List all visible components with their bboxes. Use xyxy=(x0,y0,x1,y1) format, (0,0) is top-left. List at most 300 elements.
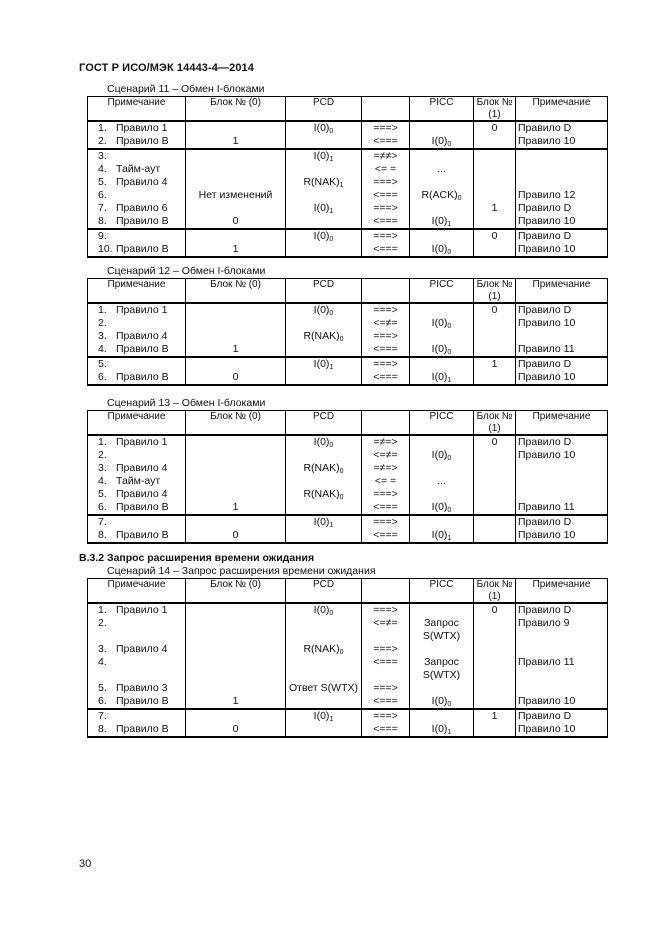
note-cell xyxy=(88,121,186,135)
note2-cell xyxy=(516,488,608,501)
column-header-picc: PICC xyxy=(410,97,474,122)
document-title: ГОСТ Р ИСО/МЭК 14443-4—2014 xyxy=(79,62,254,74)
column-header-block1: Блок № (1) xyxy=(474,279,516,304)
note2-cell: Правило 9 xyxy=(516,617,608,643)
column-header-picc: PICC xyxy=(410,279,474,304)
arrow-cell: <=== xyxy=(362,529,410,543)
block0-cell xyxy=(186,656,286,682)
subscript: 1 xyxy=(447,377,452,384)
table-row xyxy=(88,709,608,723)
block0-cell xyxy=(186,229,286,243)
pcd-cell xyxy=(286,617,362,643)
pcd-cell: $I(0)_0$ xyxy=(286,435,362,449)
block1-cell: 0 xyxy=(474,229,516,243)
note2-cell: Правило 10 xyxy=(516,135,608,149)
picc-cell xyxy=(410,149,474,163)
picc-cell xyxy=(410,709,474,723)
block1-cell xyxy=(474,643,516,656)
subscript: 0 xyxy=(447,507,452,514)
picc-cell xyxy=(410,488,474,501)
step-number: 3. xyxy=(98,330,107,342)
pcd-cell: Ответ S(WTX) xyxy=(286,682,362,695)
note-text: Правило B xyxy=(116,343,169,355)
arrow-cell: ===> xyxy=(362,176,410,189)
column-header-note2: Примечание xyxy=(516,97,608,122)
picc-cell: $I(0)_0$ xyxy=(410,343,474,357)
table-row xyxy=(88,723,608,737)
block1-cell xyxy=(474,176,516,189)
block1-cell xyxy=(474,475,516,488)
note-text: Правило 4 xyxy=(116,176,168,188)
step-number: 2. xyxy=(98,135,107,147)
note-text: Правило 1 xyxy=(116,122,168,134)
note2-cell xyxy=(516,176,608,189)
picc-cell: Запрос S(WTX) xyxy=(410,617,474,643)
step-number: 1. xyxy=(98,436,107,448)
column-header-block1: Блок № (1) xyxy=(474,411,516,436)
picc-cell xyxy=(410,330,474,343)
note-cell xyxy=(88,475,186,488)
table-row xyxy=(88,515,608,529)
subscript: 0 xyxy=(457,195,462,202)
note-cell xyxy=(88,682,186,695)
note-text: Тайм-аут xyxy=(116,475,161,487)
step-number: 8. xyxy=(98,723,107,735)
note2-cell: Правило D xyxy=(516,435,608,449)
pcd-cell: $R(NAK)_0$ xyxy=(286,643,362,656)
picc-cell: $I(0)_1$ xyxy=(410,371,474,385)
note2-cell: Правило 11 xyxy=(516,656,608,682)
column-header-note: Примечание xyxy=(88,97,186,122)
block1-cell xyxy=(474,163,516,176)
picc-cell: $I(0)_0$ xyxy=(410,243,474,257)
picc-cell: $I(0)_0$ xyxy=(410,449,474,462)
step-number: 3. xyxy=(98,150,107,162)
column-header-arrow xyxy=(362,411,410,436)
note2-cell: Правило 10 xyxy=(516,371,608,385)
note-cell xyxy=(88,163,186,176)
arrow-cell: =≠=> xyxy=(362,462,410,475)
table-row xyxy=(88,135,608,149)
block1-cell: 0 xyxy=(474,121,516,135)
step-number: 6. xyxy=(98,501,107,513)
note2-cell: Правило 10 xyxy=(516,243,608,257)
pcd-cell xyxy=(286,656,362,682)
note-text: Правило 4 xyxy=(116,462,168,474)
column-header-arrow xyxy=(362,97,410,122)
pcd-cell: $I(0)_0$ xyxy=(286,303,362,317)
note2-cell: Правило D xyxy=(516,515,608,529)
subscript: 0 xyxy=(329,128,334,135)
note-cell xyxy=(88,371,186,385)
block0-cell xyxy=(186,357,286,371)
note-cell xyxy=(88,435,186,449)
note-text: Правило 6 xyxy=(116,202,168,214)
block0-cell: 0 xyxy=(186,529,286,543)
pcd-cell: $R(NAK)_1$ xyxy=(286,176,362,189)
picc-cell xyxy=(410,682,474,695)
note-text: Правило 1 xyxy=(116,304,168,316)
note-cell xyxy=(88,215,186,229)
arrow-cell: <=≠= xyxy=(362,617,410,643)
note-cell xyxy=(88,357,186,371)
pcd-cell: $I(0)_1$ xyxy=(286,709,362,723)
pcd-cell: $I(0)_1$ xyxy=(286,149,362,163)
block0-cell xyxy=(186,709,286,723)
column-header-note: Примечание xyxy=(88,279,186,304)
note-text: Правило 4 xyxy=(116,330,168,342)
note-cell xyxy=(88,501,186,515)
note2-cell xyxy=(516,643,608,656)
step-number: 1. xyxy=(98,122,107,134)
arrow-cell: <=≠= xyxy=(362,449,410,462)
note-cell xyxy=(88,617,186,643)
note-cell xyxy=(88,529,186,543)
arrow-cell: =≠≠> xyxy=(362,149,410,163)
arrow-cell: <=== xyxy=(362,243,410,257)
arrow-cell: <=== xyxy=(362,189,410,202)
table-row xyxy=(88,371,608,385)
arrow-cell: ===> xyxy=(362,229,410,243)
note2-cell: Правило 11 xyxy=(516,343,608,357)
header-row xyxy=(88,411,608,436)
arrow-cell: =≠=> xyxy=(362,435,410,449)
subscript: 1 xyxy=(329,522,334,529)
table-row xyxy=(88,529,608,543)
column-header-block: Блок № (0) xyxy=(186,411,286,436)
note-cell xyxy=(88,656,186,682)
block1-cell xyxy=(474,695,516,709)
subscript: 1 xyxy=(329,716,334,723)
pcd-cell: $I(0)_0$ xyxy=(286,121,362,135)
note-cell xyxy=(88,343,186,357)
table-row xyxy=(88,656,608,682)
picc-cell xyxy=(410,121,474,135)
note2-cell: Правило 10 xyxy=(516,449,608,462)
arrow-cell: ===> xyxy=(362,643,410,656)
arrow-cell: <=== xyxy=(362,723,410,737)
subscript: 0 xyxy=(339,649,344,656)
step-number: 1. xyxy=(98,304,107,316)
note-text: Правило B xyxy=(116,215,169,227)
note2-cell: Правило 10 xyxy=(516,529,608,543)
table-row xyxy=(88,501,608,515)
picc-cell: $I(0)_1$ xyxy=(410,529,474,543)
note2-cell: Правило D xyxy=(516,202,608,215)
subscript: 1 xyxy=(339,182,344,189)
arrow-cell: ===> xyxy=(362,488,410,501)
arrow-cell: <= = xyxy=(362,475,410,488)
step-number: 7. xyxy=(98,202,107,214)
block0-cell xyxy=(186,488,286,501)
step-number: 6. xyxy=(98,371,107,383)
note-cell xyxy=(88,229,186,243)
note2-cell: Правило D xyxy=(516,229,608,243)
note2-cell: Правило 10 xyxy=(516,723,608,737)
column-header-picc: PICC xyxy=(410,411,474,436)
note-text: Правило 4 xyxy=(116,643,168,655)
note-text: Правило B xyxy=(116,501,169,513)
scenario-caption: Сценарий 12 – Обмен I-блоками xyxy=(107,265,266,277)
arrow-cell: <=== xyxy=(362,135,410,149)
scenario-13-table xyxy=(87,410,608,544)
note2-cell xyxy=(516,330,608,343)
arrow-cell: ===> xyxy=(362,202,410,215)
note-cell xyxy=(88,603,186,617)
column-header-block: Блок № (0) xyxy=(186,579,286,604)
column-header-pcd: PCD xyxy=(286,97,362,122)
note2-cell xyxy=(516,163,608,176)
table-row xyxy=(88,488,608,501)
table-row xyxy=(88,243,608,257)
arrow-cell: ===> xyxy=(362,515,410,529)
block1-cell: 0 xyxy=(474,435,516,449)
note-cell xyxy=(88,202,186,215)
block1-cell: 1 xyxy=(474,357,516,371)
column-header-arrow xyxy=(362,279,410,304)
block0-cell: 1 xyxy=(186,695,286,709)
arrow-cell: ===> xyxy=(362,303,410,317)
step-number: 7. xyxy=(98,516,107,528)
step-number: 2. xyxy=(98,449,107,461)
step-number: 2. xyxy=(98,617,107,629)
block0-cell xyxy=(186,643,286,656)
picc-cell xyxy=(410,435,474,449)
pcd-cell xyxy=(286,243,362,257)
block1-cell xyxy=(474,371,516,385)
scenario-12-table xyxy=(87,278,608,386)
step-number: 5. xyxy=(98,176,107,188)
note-text: Правило B xyxy=(116,243,169,255)
step-number: 8. xyxy=(98,215,107,227)
scenario-caption: Сценарий 14 – Запрос расширения времени ожидания xyxy=(107,565,376,577)
note-cell xyxy=(88,176,186,189)
pcd-cell xyxy=(286,317,362,330)
note-cell xyxy=(88,515,186,529)
pcd-cell xyxy=(286,529,362,543)
table-row xyxy=(88,643,608,656)
table-row xyxy=(88,475,608,488)
table-row xyxy=(88,449,608,462)
block1-cell: 1 xyxy=(474,202,516,215)
pcd-cell xyxy=(286,449,362,462)
arrow-cell: <=== xyxy=(362,371,410,385)
block0-cell xyxy=(186,303,286,317)
table-row xyxy=(88,330,608,343)
arrow-cell: <=≠= xyxy=(362,317,410,330)
scenario-caption: Сценарий 11 – Обмен I-блоками xyxy=(107,83,265,95)
column-header-block1: Блок № (1) xyxy=(474,97,516,122)
note-cell xyxy=(88,303,186,317)
note-text: Правило B xyxy=(116,723,169,735)
picc-cell: ... xyxy=(410,475,474,488)
block1-cell xyxy=(474,135,516,149)
note-cell xyxy=(88,317,186,330)
pcd-cell xyxy=(286,215,362,229)
picc-cell xyxy=(410,202,474,215)
subscript: 0 xyxy=(329,236,334,243)
pcd-cell: $R(NAK)_0$ xyxy=(286,462,362,475)
block1-cell xyxy=(474,529,516,543)
column-header-note2: Примечание xyxy=(516,279,608,304)
note-cell xyxy=(88,149,186,163)
block1-cell xyxy=(474,330,516,343)
step-number: 10. xyxy=(98,243,113,255)
subscript: 1 xyxy=(329,156,334,163)
picc-cell: $I(0)_1$ xyxy=(410,723,474,737)
block0-cell xyxy=(186,617,286,643)
pcd-cell xyxy=(286,475,362,488)
block0-cell xyxy=(186,176,286,189)
note2-cell xyxy=(516,475,608,488)
table-row xyxy=(88,343,608,357)
arrow-cell: ===> xyxy=(362,709,410,723)
subscript: 0 xyxy=(329,310,334,317)
header-row xyxy=(88,579,608,604)
note-cell xyxy=(88,243,186,257)
column-header-block: Блок № (0) xyxy=(186,279,286,304)
note-text: Правило B xyxy=(116,695,169,707)
step-number: 6. xyxy=(98,695,107,707)
table-row xyxy=(88,617,608,643)
picc-cell xyxy=(410,176,474,189)
picc-cell: $I(0)_0$ xyxy=(410,317,474,330)
picc-cell: $I(0)_0$ xyxy=(410,135,474,149)
pcd-cell: $I(0)_1$ xyxy=(286,357,362,371)
table-row xyxy=(88,163,608,176)
block0-cell: 0 xyxy=(186,723,286,737)
arrow-cell: <=== xyxy=(362,695,410,709)
block0-cell xyxy=(186,163,286,176)
table-row xyxy=(88,149,608,163)
page-number: 30 xyxy=(79,858,92,870)
note-cell xyxy=(88,723,186,737)
note2-cell xyxy=(516,682,608,695)
note2-cell: Правило D xyxy=(516,357,608,371)
note-cell xyxy=(88,135,186,149)
pcd-cell xyxy=(286,695,362,709)
step-number: 5. xyxy=(98,488,107,500)
column-header-note: Примечание xyxy=(88,411,186,436)
step-number: 4. xyxy=(98,656,107,668)
table-row xyxy=(88,603,608,617)
arrow-cell: ===> xyxy=(362,603,410,617)
note2-cell: Правило D xyxy=(516,603,608,617)
step-number: 5. xyxy=(98,358,107,370)
note-cell xyxy=(88,643,186,656)
block0-cell xyxy=(186,475,286,488)
header-row xyxy=(88,279,608,304)
column-header-pcd: PCD xyxy=(286,411,362,436)
table-row xyxy=(88,202,608,215)
block1-cell: 0 xyxy=(474,303,516,317)
column-header-pcd: PCD xyxy=(286,279,362,304)
note2-cell xyxy=(516,462,608,475)
block0-cell xyxy=(186,121,286,135)
step-number: 1. xyxy=(98,604,107,616)
note-cell xyxy=(88,709,186,723)
block0-cell xyxy=(186,330,286,343)
subscript: 0 xyxy=(447,249,452,256)
table-row xyxy=(88,462,608,475)
step-number: 4. xyxy=(98,343,107,355)
column-header-note2: Примечание xyxy=(516,579,608,604)
note2-cell: Правило D xyxy=(516,709,608,723)
note2-cell: Правило 10 xyxy=(516,317,608,330)
block1-cell xyxy=(474,617,516,643)
note-text: Тайм-аут xyxy=(116,163,161,175)
block0-cell: 1 xyxy=(186,343,286,357)
block1-cell xyxy=(474,501,516,515)
step-number: 3. xyxy=(98,462,107,474)
column-header-arrow xyxy=(362,579,410,604)
note2-cell: Правило 12 xyxy=(516,189,608,202)
subscript: 0 xyxy=(447,455,452,462)
pcd-cell xyxy=(286,371,362,385)
step-number: 5. xyxy=(98,682,107,694)
table-row xyxy=(88,357,608,371)
subscript: 0 xyxy=(339,494,344,501)
step-number: 6. xyxy=(98,189,107,201)
table-row xyxy=(88,229,608,243)
subscript: 0 xyxy=(447,323,452,330)
block0-cell xyxy=(186,515,286,529)
picc-cell: $I(0)_0$ xyxy=(410,695,474,709)
block0-cell xyxy=(186,435,286,449)
picc-cell: ... xyxy=(410,163,474,176)
note2-cell: Правило D xyxy=(516,303,608,317)
table-row xyxy=(88,317,608,330)
block1-cell xyxy=(474,682,516,695)
note-cell xyxy=(88,695,186,709)
subscript: 0 xyxy=(447,141,452,148)
table-row xyxy=(88,435,608,449)
block1-cell xyxy=(474,656,516,682)
pcd-cell xyxy=(286,163,362,176)
pcd-cell: $I(0)_0$ xyxy=(286,603,362,617)
scenario-11-table xyxy=(87,96,608,258)
arrow-cell: ===> xyxy=(362,330,410,343)
block1-cell xyxy=(474,723,516,737)
block1-cell xyxy=(474,515,516,529)
note-cell xyxy=(88,462,186,475)
subscript: 1 xyxy=(447,729,452,736)
step-number: 8. xyxy=(98,529,107,541)
pcd-cell xyxy=(286,189,362,202)
table-row xyxy=(88,121,608,135)
picc-cell xyxy=(410,462,474,475)
subscript: 0 xyxy=(339,468,344,475)
block1-cell xyxy=(474,215,516,229)
note2-cell: Правило 10 xyxy=(516,215,608,229)
arrow-cell: <=== xyxy=(362,501,410,515)
table-row xyxy=(88,303,608,317)
picc-cell xyxy=(410,229,474,243)
block1-cell xyxy=(474,488,516,501)
picc-cell: $I(0)_0$ xyxy=(410,501,474,515)
block1-cell xyxy=(474,189,516,202)
subscript: 1 xyxy=(447,221,452,228)
arrow-cell: ===> xyxy=(362,121,410,135)
note-cell xyxy=(88,449,186,462)
block0-cell: 0 xyxy=(186,215,286,229)
scenario-caption: Сценарий 13 – Обмен I-блоками xyxy=(107,397,266,409)
column-header-pcd: PCD xyxy=(286,579,362,604)
pcd-cell xyxy=(286,501,362,515)
pcd-cell: $I(0)_1$ xyxy=(286,202,362,215)
note2-cell: Правило 11 xyxy=(516,501,608,515)
arrow-cell: <=== xyxy=(362,656,410,682)
